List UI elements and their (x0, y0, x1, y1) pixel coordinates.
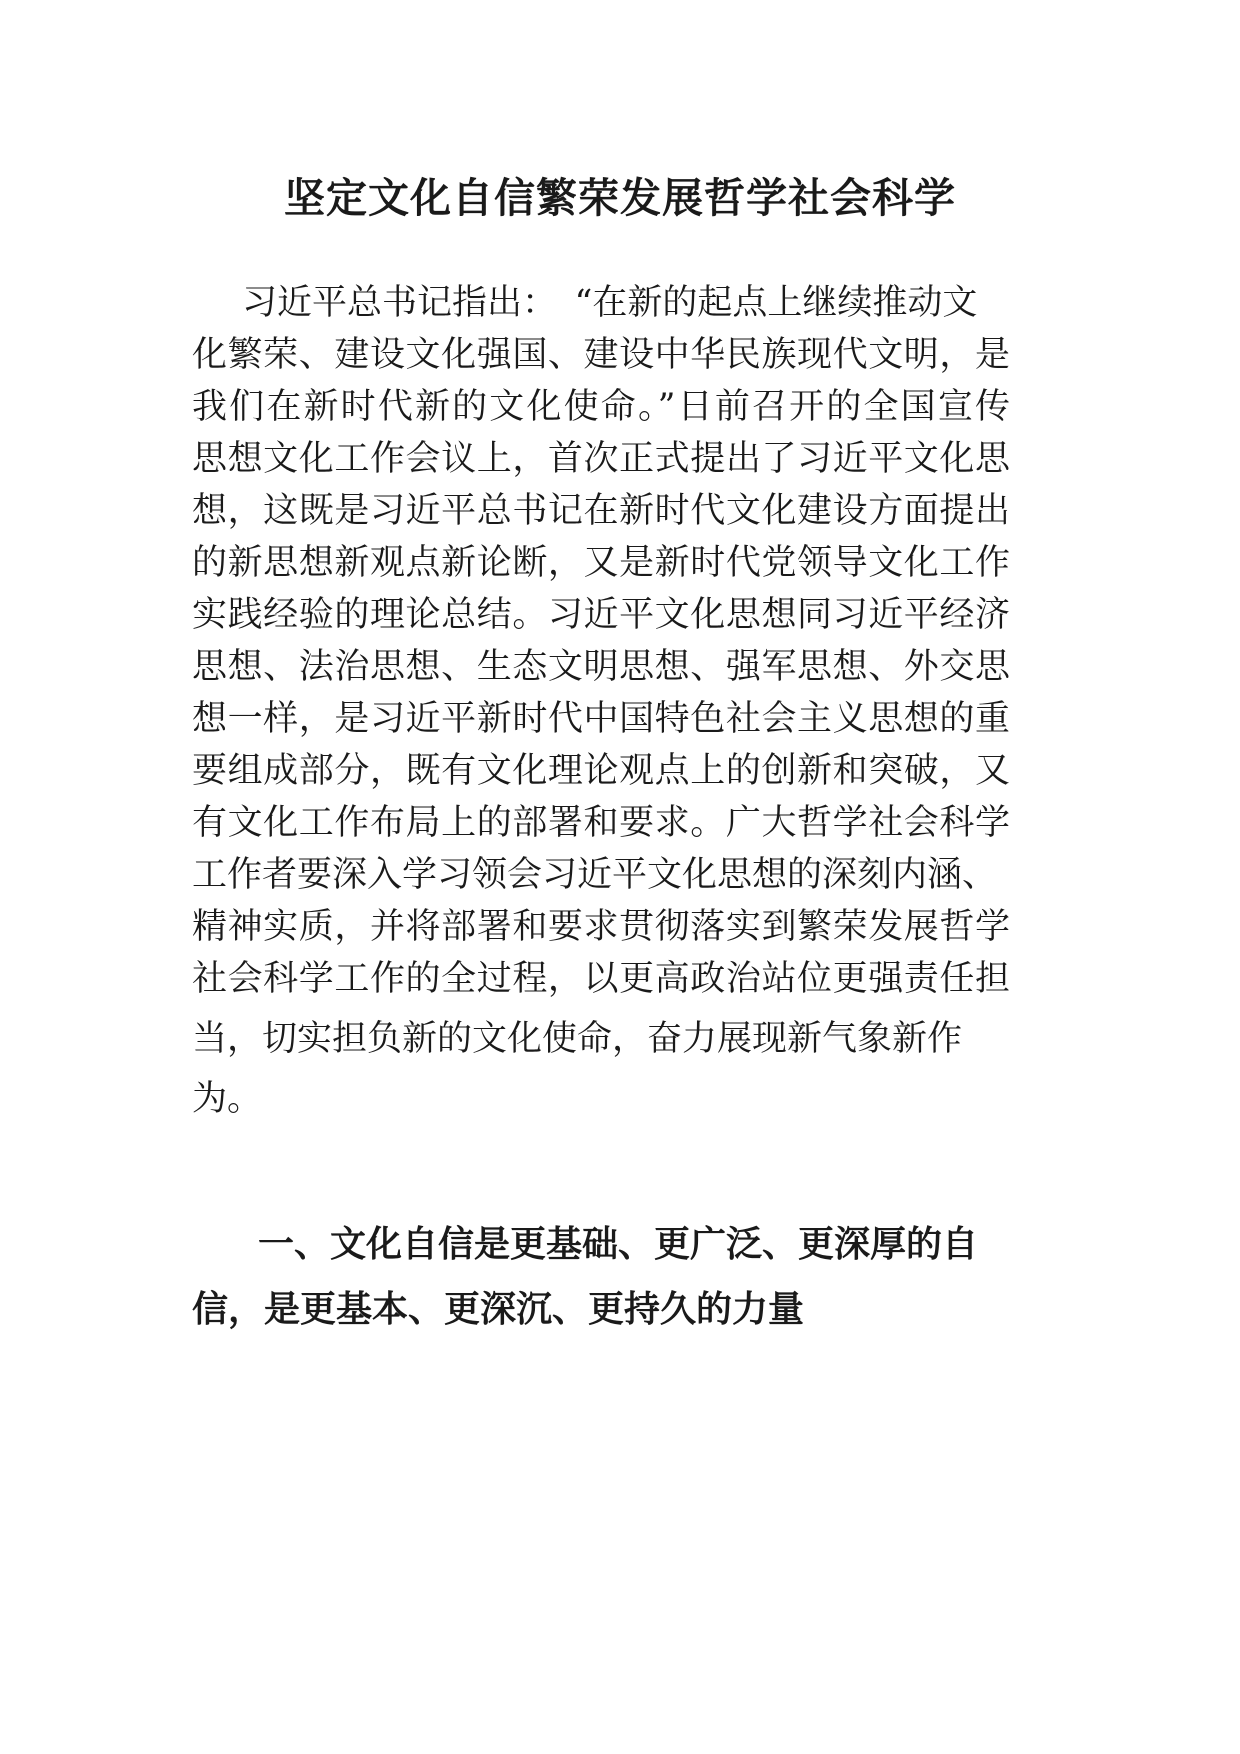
paragraph-line: 化繁荣、建设文化强国、建设中华民族现代文明，是 (192, 335, 1010, 375)
paragraph-line: 精神实质，并将部署和要求贯彻落实到繁荣发展哲学 (192, 907, 1010, 947)
paragraph-line: 思想文化工作会议上，首次正式提出了习近平文化思 (192, 439, 1010, 479)
paragraph-line: 习近平总书记指出： “在新的起点上继续推动文 (242, 283, 978, 323)
page-title: 坚定文化自信繁荣发展哲学社会科学 (284, 174, 956, 222)
paragraph-line: 要组成部分，既有文化理论观点上的创新和突破，又 (192, 751, 1010, 791)
section-heading-line: 信，是更基本、更深沉、更持久的力量 (192, 1289, 805, 1330)
paragraph-line: 的新思想新观点新论断，又是新时代党领导文化工作 (192, 543, 1010, 583)
paragraph-line: 为。 (192, 1079, 263, 1119)
paragraph-line: 社会科学工作的全过程，以更高政治站位更强责任担 (192, 959, 1010, 999)
paragraph-line: 有文化工作布局上的部署和要求。广大哲学社会科学 (192, 803, 1010, 843)
paragraph-line: 当，切实担负新的文化使命，奋力展现新气象新作 (192, 1019, 963, 1059)
paragraph-line: 想一样，是习近平新时代中国特色社会主义思想的重 (192, 699, 1010, 739)
section-heading-line: 一、文化自信是更基础、更广泛、更深厚的自 (258, 1224, 979, 1265)
paragraph-line: 想，这既是习近平总书记在新时代文化建设方面提出 (192, 491, 1010, 531)
paragraph-line: 我们在新时代新的文化使命。”日前召开的全国宣传 (192, 387, 1010, 427)
paragraph-line: 思想、法治思想、生态文明思想、强军思想、外交思 (192, 647, 1010, 687)
paragraph-line: 工作者要深入学习领会习近平文化思想的深刻内涵、 (192, 855, 998, 895)
paragraph-line: 实践经验的理论总结。习近平文化思想同习近平经济 (192, 595, 1010, 635)
